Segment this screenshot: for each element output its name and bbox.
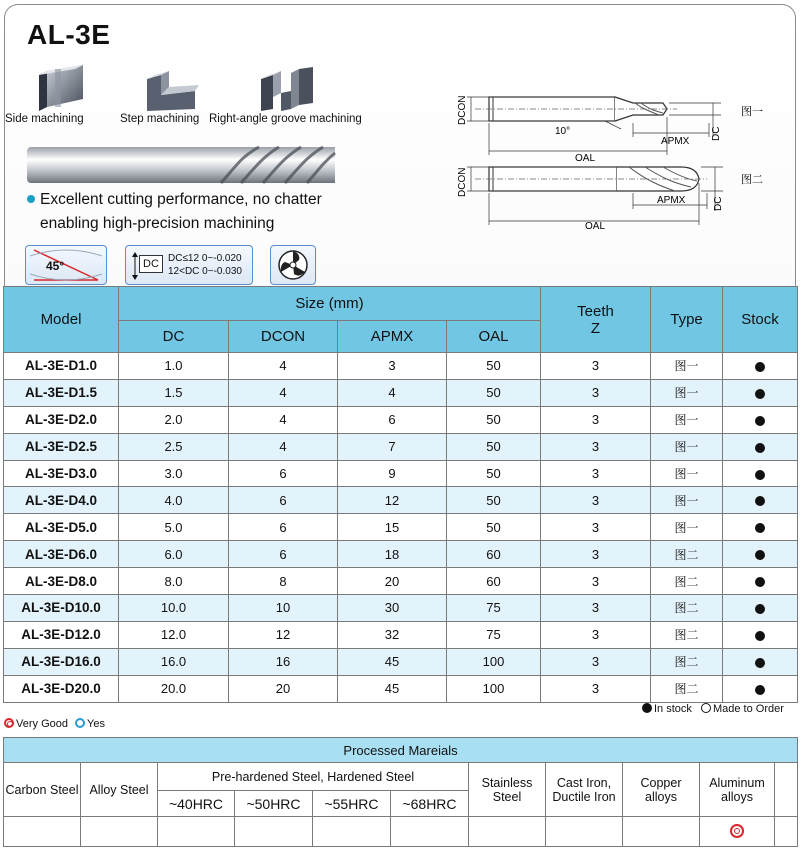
rating-hrc55	[313, 817, 391, 847]
cell-model: AL-3E-D10.0	[4, 595, 119, 622]
rating-copper	[623, 817, 700, 847]
header-apmx: APMX	[338, 321, 447, 353]
end-mill-image	[27, 145, 337, 185]
cell-stock	[723, 406, 798, 433]
table-row	[4, 406, 798, 433]
cell-dcon: 20	[229, 675, 338, 702]
cell-stock	[723, 648, 798, 675]
cell-stock	[723, 595, 798, 622]
table-row	[4, 353, 798, 380]
cell-teeth: 3	[541, 648, 651, 675]
cell-dcon: 8	[229, 568, 338, 595]
cell-model: AL-3E-D20.0	[4, 675, 119, 702]
groove-machining-icon	[259, 65, 315, 111]
helix-angle-icon	[26, 246, 106, 284]
product-header-card	[4, 4, 796, 286]
fig1-oal-label: OAL	[575, 153, 596, 164]
rating-aluminum	[700, 817, 775, 847]
cell-teeth: 3	[541, 353, 651, 380]
cell-teeth: 3	[541, 568, 651, 595]
step-machining-label: Step machining	[120, 113, 200, 125]
fig2-label: 图二	[741, 174, 763, 186]
drawing-figure-2	[457, 167, 763, 231]
cell-oal: 60	[447, 541, 541, 568]
cell-oal: 50	[447, 379, 541, 406]
dc-label: DC	[139, 255, 163, 273]
in-stock-icon	[755, 658, 765, 668]
bullet-icon	[27, 195, 35, 203]
cell-dcon: 4	[229, 353, 338, 380]
cell-teeth: 3	[541, 460, 651, 487]
rating-carbon	[4, 817, 81, 847]
cell-oal: 50	[447, 406, 541, 433]
cell-type: 图一	[651, 433, 723, 460]
in-stock-icon	[755, 362, 765, 372]
header-model: Model	[4, 287, 119, 353]
header-teeth-z: Z	[590, 319, 601, 337]
cell-dc: 10.0	[119, 595, 229, 622]
fig1-apmx-label: APMX	[661, 136, 690, 147]
cell-oal: 50	[447, 514, 541, 541]
cell-apmx: 9	[338, 460, 447, 487]
table-row	[4, 514, 798, 541]
rating-castiron	[546, 817, 623, 847]
yes-label: Yes	[87, 718, 105, 730]
very-good-icon	[4, 718, 14, 728]
cell-model: AL-3E-D2.5	[4, 433, 119, 460]
table-row	[4, 621, 798, 648]
mat-hrc-40: ~40HRC	[158, 791, 235, 817]
step-machining	[120, 65, 200, 125]
feature-text	[27, 188, 322, 236]
cell-type: 图二	[651, 568, 723, 595]
mat-alloy-steel: Alloy Steel	[81, 763, 158, 817]
in-stock-icon	[755, 389, 765, 399]
cell-stock	[723, 514, 798, 541]
step-machining-icon	[145, 65, 199, 111]
rating-alloy	[81, 817, 158, 847]
cell-dcon: 4	[229, 433, 338, 460]
cell-dcon: 6	[229, 514, 338, 541]
cell-teeth: 3	[541, 595, 651, 622]
cell-model: AL-3E-D5.0	[4, 514, 119, 541]
very-good-label: Very Good	[16, 718, 68, 730]
fig2-apmx-label: APMX	[657, 195, 686, 206]
cell-dc: 8.0	[119, 568, 229, 595]
table-row	[4, 595, 798, 622]
helix-angle-badge	[25, 245, 107, 285]
cell-apmx: 45	[338, 648, 447, 675]
cell-type: 图二	[651, 675, 723, 702]
cell-apmx: 3	[338, 353, 447, 380]
in-stock-icon	[755, 577, 765, 587]
cell-dc: 1.5	[119, 379, 229, 406]
side-machining-icon	[33, 65, 89, 111]
cell-dcon: 4	[229, 406, 338, 433]
table-row	[4, 433, 798, 460]
cell-dc: 6.0	[119, 541, 229, 568]
product-title: AL-3E	[27, 19, 111, 50]
cell-oal: 75	[447, 621, 541, 648]
table-row	[4, 675, 798, 702]
cell-dcon: 6	[229, 541, 338, 568]
table-row	[4, 379, 798, 406]
header-oal: OAL	[447, 321, 541, 353]
header-dc: DC	[119, 321, 229, 353]
cell-type: 图二	[651, 648, 723, 675]
mat-hrc-55: ~55HRC	[313, 791, 391, 817]
cell-type: 图一	[651, 353, 723, 380]
materials-ratings-row	[4, 817, 798, 847]
cell-model: AL-3E-D1.0	[4, 353, 119, 380]
cell-type: 图一	[651, 379, 723, 406]
tolerance-values	[168, 252, 242, 278]
cell-apmx: 32	[338, 621, 447, 648]
fig2-oal-label: OAL	[585, 221, 606, 231]
cell-dc: 20.0	[119, 675, 229, 702]
in-stock-icon	[755, 496, 765, 506]
cell-type: 图一	[651, 460, 723, 487]
cell-model: AL-3E-D8.0	[4, 568, 119, 595]
cell-dcon: 12	[229, 621, 338, 648]
table-row	[4, 648, 798, 675]
materials-caption: Processed Mareials	[4, 738, 798, 763]
fig2-dcon-label: DCON	[457, 167, 468, 197]
stock-legend	[642, 703, 784, 715]
drawing-figure-1	[457, 96, 763, 164]
materials-table	[3, 737, 798, 847]
cell-dc: 1.0	[119, 353, 229, 380]
cell-type: 图一	[651, 514, 723, 541]
cell-teeth: 3	[541, 379, 651, 406]
cell-oal: 50	[447, 433, 541, 460]
cell-model: AL-3E-D16.0	[4, 648, 119, 675]
cell-type: 图二	[651, 595, 723, 622]
cell-teeth: 3	[541, 433, 651, 460]
cell-apmx: 15	[338, 514, 447, 541]
feature-line-2: enabling high-precision machining	[40, 215, 275, 232]
three-flute-icon	[271, 246, 315, 284]
cell-dcon: 16	[229, 648, 338, 675]
in-stock-icon	[755, 470, 765, 480]
header-stock: Stock	[723, 287, 798, 353]
cell-model: AL-3E-D3.0	[4, 460, 119, 487]
cell-apmx: 18	[338, 541, 447, 568]
cell-type: 图二	[651, 621, 723, 648]
spec-table	[3, 286, 798, 703]
rating-hrc50	[235, 817, 313, 847]
cell-oal: 75	[447, 595, 541, 622]
table-row	[4, 541, 798, 568]
cell-dc: 2.0	[119, 406, 229, 433]
cell-stock	[723, 568, 798, 595]
mat-aluminum-alloys: Aluminum alloys	[700, 763, 775, 817]
fig1-dc-label: DC	[711, 126, 722, 141]
rating-legend	[4, 718, 105, 730]
yes-icon	[75, 718, 85, 728]
cell-type: 图一	[651, 487, 723, 514]
in-stock-icon	[755, 416, 765, 426]
mat-hardened-steel: Pre-hardened Steel, Hardened Steel	[158, 763, 469, 791]
cell-stock	[723, 487, 798, 514]
cell-teeth: 3	[541, 675, 651, 702]
cell-teeth: 3	[541, 514, 651, 541]
cell-dc: 4.0	[119, 487, 229, 514]
header-teeth	[541, 287, 651, 353]
table-row	[4, 568, 798, 595]
in-stock-icon	[755, 685, 765, 695]
cell-apmx: 45	[338, 675, 447, 702]
tolerance-row-1: DC≤12 0~-0.020	[168, 253, 242, 264]
cell-apmx: 30	[338, 595, 447, 622]
cell-model: AL-3E-D6.0	[4, 541, 119, 568]
cell-apmx: 6	[338, 406, 447, 433]
header-dcon: DCON	[229, 321, 338, 353]
header-teeth-label: Teeth	[577, 302, 614, 320]
header-type: Type	[651, 287, 723, 353]
groove-machining	[209, 65, 362, 125]
cell-oal: 100	[447, 648, 541, 675]
fig1-dcon-label: DCON	[457, 95, 468, 125]
cell-stock	[723, 433, 798, 460]
cell-apmx: 4	[338, 379, 447, 406]
cell-stock	[723, 379, 798, 406]
mat-hrc-68: ~68HRC	[391, 791, 469, 817]
cell-oal: 50	[447, 487, 541, 514]
feature-line-1: Excellent cutting performance, no chatter	[40, 191, 322, 208]
mat-cast-iron: Cast Iron, Ductile Iron	[546, 763, 623, 817]
cell-dcon: 10	[229, 595, 338, 622]
cell-stock	[723, 460, 798, 487]
angle-label: 10°	[555, 126, 571, 137]
cell-dcon: 6	[229, 460, 338, 487]
table-row	[4, 487, 798, 514]
cell-oal: 50	[447, 460, 541, 487]
in-stock-icon	[755, 550, 765, 560]
made-to-order-label: Made to Order	[712, 703, 784, 715]
cell-dc: 12.0	[119, 621, 229, 648]
cell-stock	[723, 541, 798, 568]
cell-dcon: 4	[229, 379, 338, 406]
mat-extra-column	[775, 763, 798, 817]
rating-stainless	[469, 817, 546, 847]
cell-dcon: 6	[229, 487, 338, 514]
very-good-icon	[730, 824, 744, 838]
cell-type: 图一	[651, 406, 723, 433]
table-row	[4, 460, 798, 487]
side-machining	[5, 65, 89, 125]
side-machining-label: Side machining	[5, 113, 84, 125]
cell-model: AL-3E-D1.5	[4, 379, 119, 406]
cell-dc: 3.0	[119, 460, 229, 487]
mat-stainless-steel: Stainless Steel	[469, 763, 546, 817]
flute-count-badge	[270, 245, 316, 285]
cell-oal: 60	[447, 568, 541, 595]
cell-stock	[723, 353, 798, 380]
cell-dc: 16.0	[119, 648, 229, 675]
tool-drawings	[445, 91, 775, 231]
rating-hrc40	[158, 817, 235, 847]
spec-table-body	[4, 353, 798, 703]
cell-apmx: 7	[338, 433, 447, 460]
cell-oal: 50	[447, 353, 541, 380]
cell-teeth: 3	[541, 541, 651, 568]
mat-carbon-steel: Carbon Steel	[4, 763, 81, 817]
cell-model: AL-3E-D12.0	[4, 621, 119, 648]
cell-teeth: 3	[541, 621, 651, 648]
in-stock-icon	[755, 523, 765, 533]
cell-stock	[723, 621, 798, 648]
cell-teeth: 3	[541, 406, 651, 433]
rating-extra	[775, 817, 798, 847]
helix-angle-text: 45°	[46, 259, 65, 273]
in-stock-icon	[755, 443, 765, 453]
groove-machining-label: Right-angle groove machining	[209, 113, 362, 125]
header-size: Size (mm)	[119, 287, 541, 321]
rating-hrc68	[391, 817, 469, 847]
cell-apmx: 12	[338, 487, 447, 514]
fig2-dc-label: DC	[713, 196, 724, 211]
cell-dc: 5.0	[119, 514, 229, 541]
in-stock-icon	[755, 604, 765, 614]
fig1-label: 图一	[741, 106, 763, 118]
cell-stock	[723, 675, 798, 702]
mat-copper-alloys: Copper alloys	[623, 763, 700, 817]
cell-model: AL-3E-D2.0	[4, 406, 119, 433]
in-stock-label: In stock	[654, 703, 692, 715]
cell-apmx: 20	[338, 568, 447, 595]
cell-oal: 100	[447, 675, 541, 702]
cell-model: AL-3E-D4.0	[4, 487, 119, 514]
in-stock-icon	[642, 703, 652, 713]
cell-teeth: 3	[541, 487, 651, 514]
mat-hrc-50: ~50HRC	[235, 791, 313, 817]
tolerance-badge	[125, 245, 253, 285]
tolerance-row-2: 12<DC 0~-0.030	[168, 266, 242, 277]
made-to-order-icon	[701, 703, 711, 713]
in-stock-icon	[755, 631, 765, 641]
cell-dc: 2.5	[119, 433, 229, 460]
cell-type: 图二	[651, 541, 723, 568]
